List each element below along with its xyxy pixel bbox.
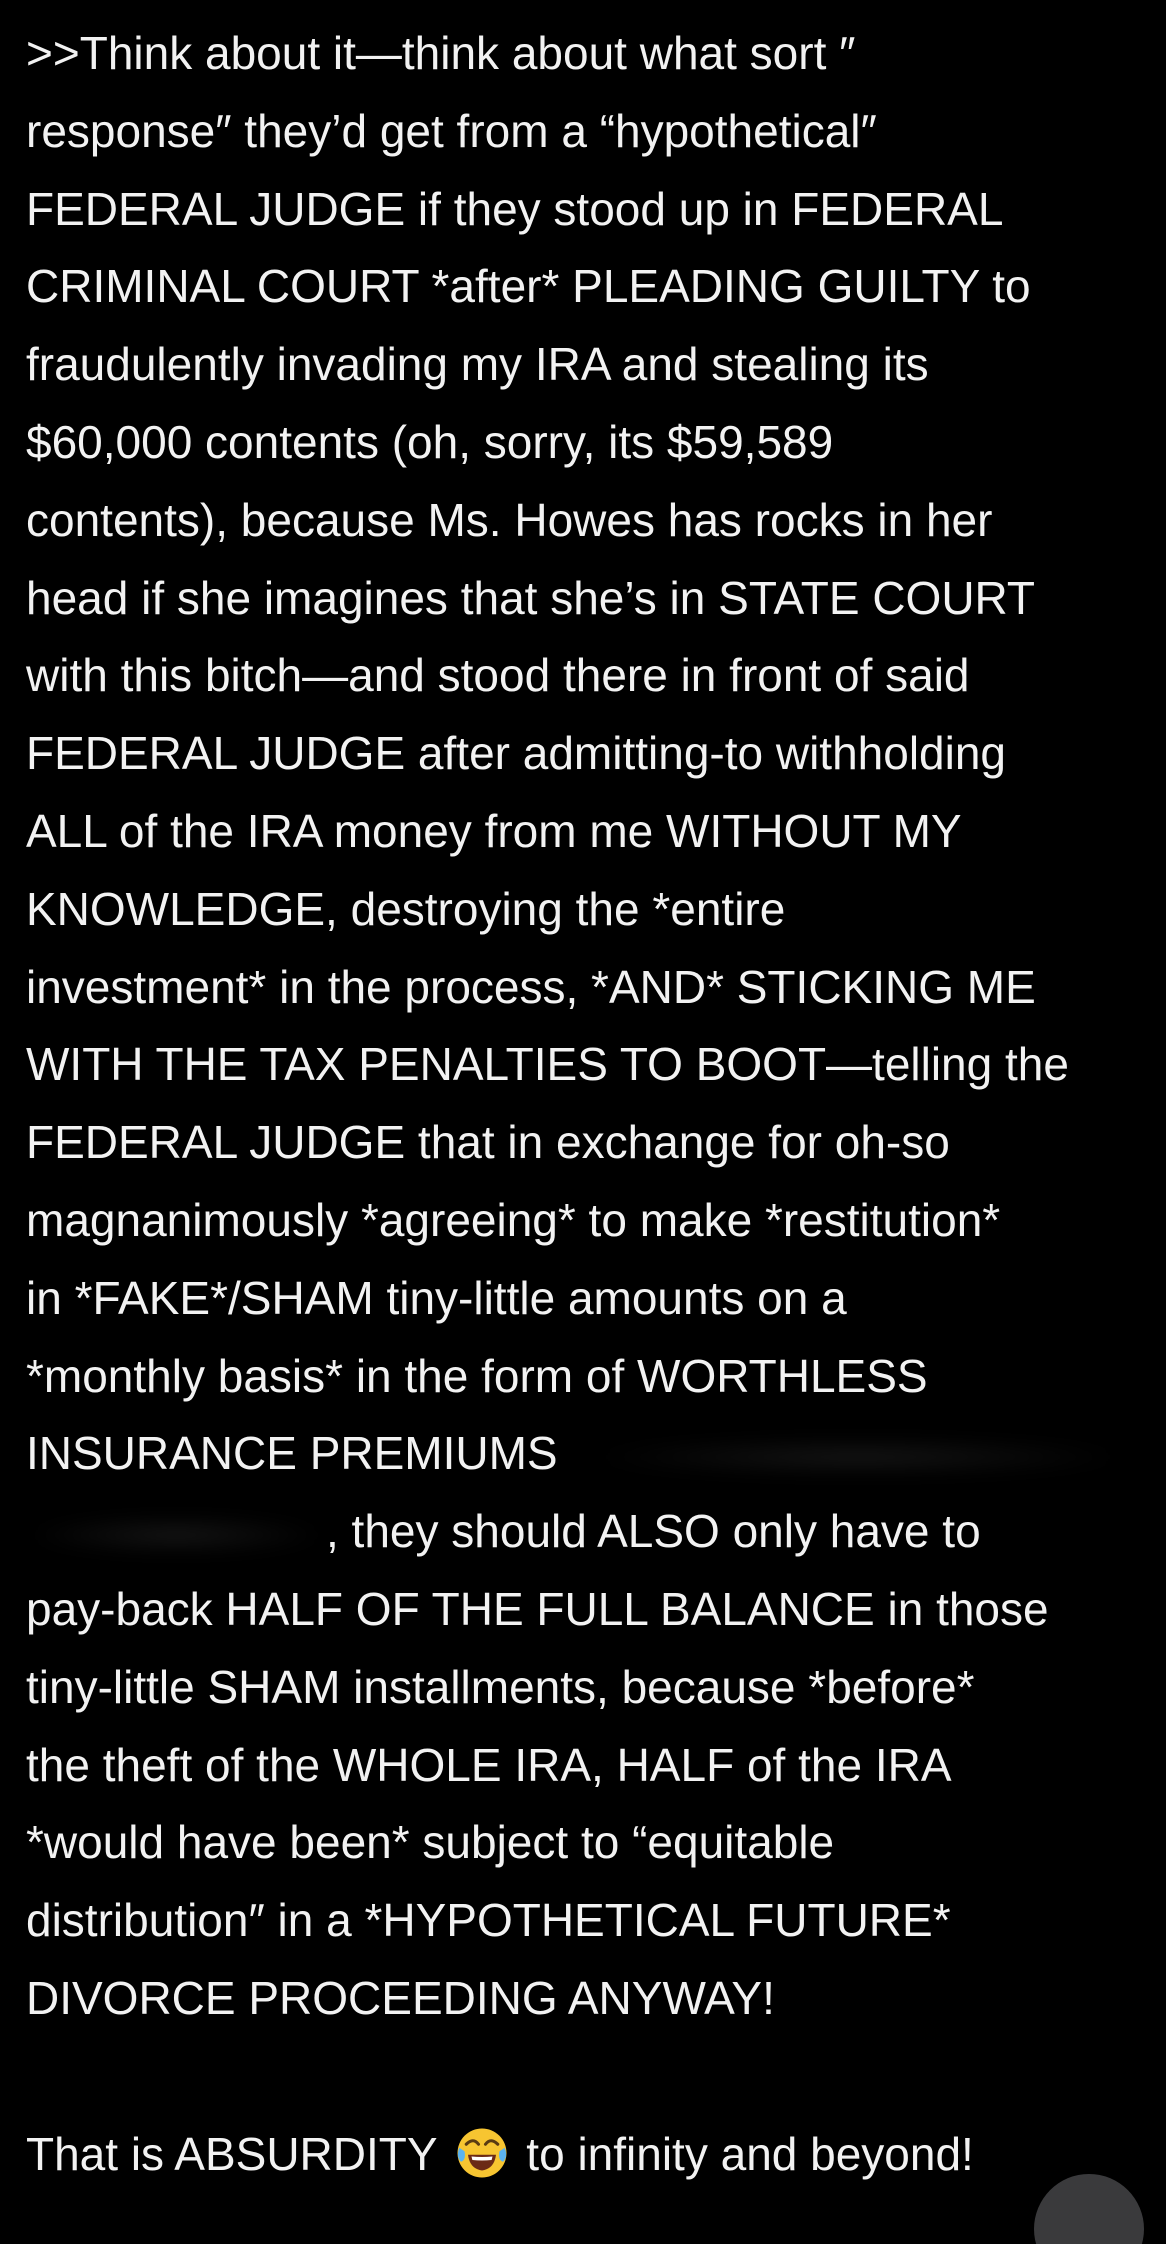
text-line: KNOWLEDGE, destroying the *entire xyxy=(26,882,786,935)
text-segment: That is ABSURDITY xyxy=(26,2127,437,2180)
text-segment: , they should ALSO only have to xyxy=(326,1505,981,1558)
face-with-tears-of-joy-icon xyxy=(454,2125,510,2181)
text-segment: INSURANCE PREMIUMS xyxy=(26,1427,558,1480)
text-line: contents), because Ms. Howes has rocks in her xyxy=(26,493,993,546)
text-line: FEDERAL JUDGE after admitting-to withholding xyxy=(26,727,1007,780)
text-line: with this bitch—and stood there in front of said xyxy=(26,649,970,702)
text-line: pay-back HALF OF THE FULL BALANCE in those xyxy=(26,1582,1049,1635)
text-line: FEDERAL JUDGE that in exchange for oh-so xyxy=(26,1116,950,1169)
text-line: fraudulently invading my IRA and stealing its xyxy=(26,338,929,391)
redacted-text xyxy=(26,1515,326,1555)
redacted-text xyxy=(588,1437,1128,1477)
text-line: CRIMINAL COURT *after* PLEADING GUILTY to xyxy=(26,260,1031,313)
text-line: >>Think about it—think about what sort ″ xyxy=(26,27,856,79)
text-line: FEDERAL JUDGE if they stood up in FEDERAL xyxy=(26,182,1004,235)
text-line: tiny-little SHAM installments, because *before* xyxy=(26,1660,975,1713)
text-line: head if she imagines that she’s in STATE COURT xyxy=(26,571,1036,624)
blank-line xyxy=(26,2038,1161,2116)
text-line: *would have been* subject to “equitable xyxy=(26,1816,835,1869)
text-segment: to infinity and beyond! xyxy=(526,2127,974,2180)
text-line: the theft of the WHOLE IRA, HALF of the IRA xyxy=(26,1738,952,1791)
text-line: response″ they’d get from a “hypothetical″ xyxy=(26,104,877,157)
text-line: *monthly basis* in the form of WORTHLESS xyxy=(26,1349,928,1402)
text-line: ALL of the IRA money from me WITHOUT MY xyxy=(26,804,962,857)
text-line: WITH THE TAX PENALTIES TO BOOT—telling the xyxy=(26,1038,1069,1091)
text-line: distribution″ in a *HYPOTHETICAL FUTURE* xyxy=(26,1894,951,1947)
text-line-with-redaction xyxy=(26,1493,1161,1571)
text-line: in *FAKE*/SHAM tiny-little amounts on a xyxy=(26,1271,847,1324)
text-line: $60,000 contents (oh, sorry, its $59,589 xyxy=(26,415,834,468)
text-line: investment* in the process, *AND* STICKING ME xyxy=(26,960,1036,1013)
text-line: magnanimously *agreeing* to make *restitution* xyxy=(26,1193,1001,1246)
text-line-with-redaction xyxy=(26,1415,1161,1493)
closing-line xyxy=(26,2116,1161,2194)
post-text xyxy=(26,15,1161,2193)
text-line: DIVORCE PROCEEDING ANYWAY! xyxy=(26,1971,775,2024)
